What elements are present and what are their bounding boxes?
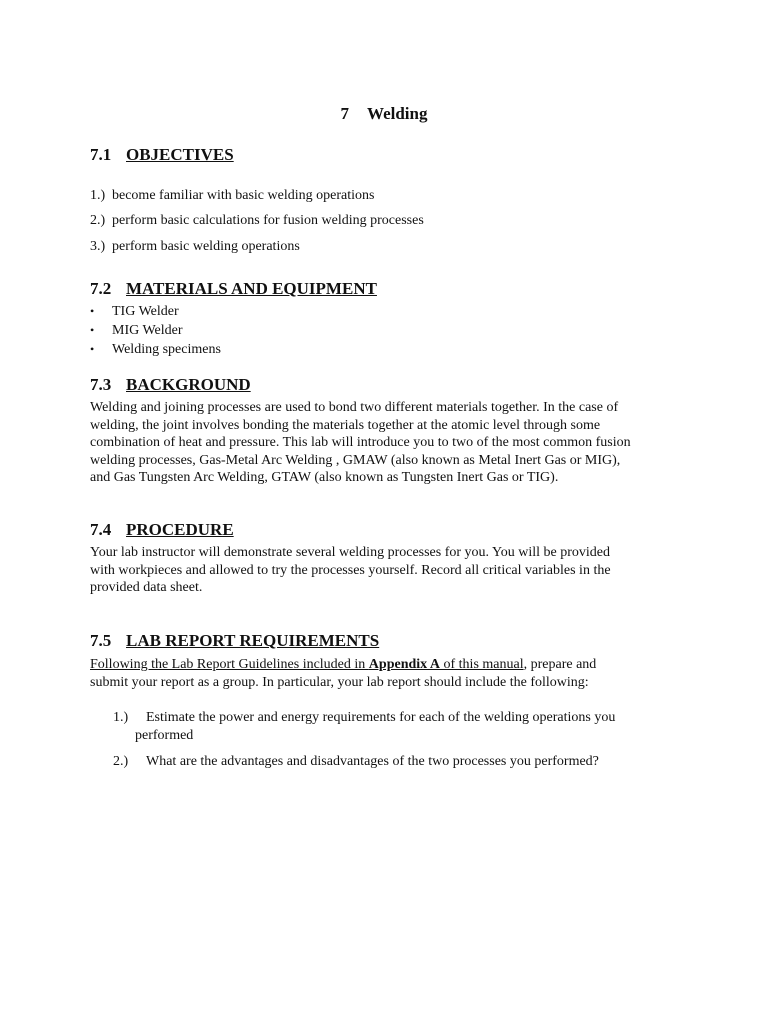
item-text: Welding specimens [112, 342, 221, 357]
item-text: become familiar with basic welding operations [112, 188, 375, 203]
section-number: 7.5 [90, 631, 112, 650]
list-item [90, 321, 221, 340]
item-index: 1.) [90, 188, 106, 203]
section-title: OBJECTIVES [126, 145, 234, 164]
requirement-item [113, 709, 615, 745]
bullet-icon: • [90, 323, 95, 337]
item-index: 2.) [90, 213, 106, 228]
procedure-paragraph [90, 544, 611, 597]
item-index: 2.) [113, 754, 129, 769]
item-index: 3.) [90, 239, 106, 254]
bullet-icon: • [90, 304, 95, 318]
item-text: MIG Welder [112, 323, 183, 338]
paragraph-line: with workpieces and allowed to try the processes yourself. Record all critical variables in the [90, 562, 611, 578]
manual-reference: of this manual [440, 657, 524, 672]
list-item [90, 340, 221, 359]
paragraph-line: and Gas Tungsten Arc Welding, GTAW (also known as Tungsten Inert Gas or TIG). [90, 470, 559, 485]
paragraph-line: provided data sheet. [90, 580, 203, 595]
paragraph-line: Your lab instructor will demonstrate several welding processes for you. You will be provided [90, 545, 610, 560]
item-text: TIG Welder [112, 304, 179, 319]
item-text: perform basic welding operations [112, 239, 300, 254]
paragraph-line: submit your report as a group. In particular, your lab report should include the following: [90, 674, 589, 690]
intro-text: , prepare and [523, 657, 597, 672]
section-title: MATERIALS AND EQUIPMENT [126, 279, 377, 298]
list-item [90, 302, 221, 321]
background-paragraph [90, 399, 631, 487]
section-heading-materials [90, 279, 377, 299]
section-title: BACKGROUND [126, 375, 251, 394]
section-number: 7.2 [90, 279, 112, 298]
bullet-icon: • [90, 342, 95, 356]
paragraph-line: welding, the joint involves bonding the materials together at the atomic level through some [90, 417, 601, 433]
appendix-reference: Appendix A [368, 657, 440, 672]
item-text: perform basic calculations for fusion welding processes [112, 213, 424, 228]
item-continuation: performed [135, 728, 194, 743]
requirement-item [113, 753, 599, 771]
section-number: 7.3 [90, 375, 112, 394]
materials-list [90, 302, 221, 359]
chapter-number: 7 [340, 104, 350, 123]
section-heading-background [90, 375, 251, 395]
item-text: What are the advantages and disadvantages of the two processes you performed? [146, 754, 599, 769]
paragraph-line [90, 656, 596, 674]
section-heading-objectives [90, 145, 234, 165]
section-heading-report [90, 631, 379, 651]
item-text: Estimate the power and energy requirements for each of the welding operations you [146, 710, 616, 725]
section-number: 7.1 [90, 145, 112, 164]
chapter-title-text: Welding [367, 104, 428, 123]
section-title: PROCEDURE [126, 520, 234, 539]
section-title: LAB REPORT REQUIREMENTS [126, 631, 380, 650]
objective-item [90, 187, 374, 205]
section-heading-procedure [90, 520, 234, 540]
paragraph-line: Welding and joining processes are used to bond two different materials together. In the case of [90, 400, 619, 415]
paragraph-line: welding processes, Gas-Metal Arc Welding , GMAW (also known as Metal Inert Gas or MIG), [90, 452, 621, 468]
paragraph-line: combination of heat and pressure. This lab will introduce you to two of the most common fusion [90, 435, 631, 450]
chapter-title [0, 104, 768, 124]
section-number: 7.4 [90, 520, 112, 539]
objective-item [90, 238, 300, 256]
item-index: 1.) [113, 710, 129, 725]
objective-item [90, 212, 424, 230]
guidelines-reference: Following the Lab Report Guidelines included in [90, 657, 369, 672]
report-intro [90, 656, 596, 691]
